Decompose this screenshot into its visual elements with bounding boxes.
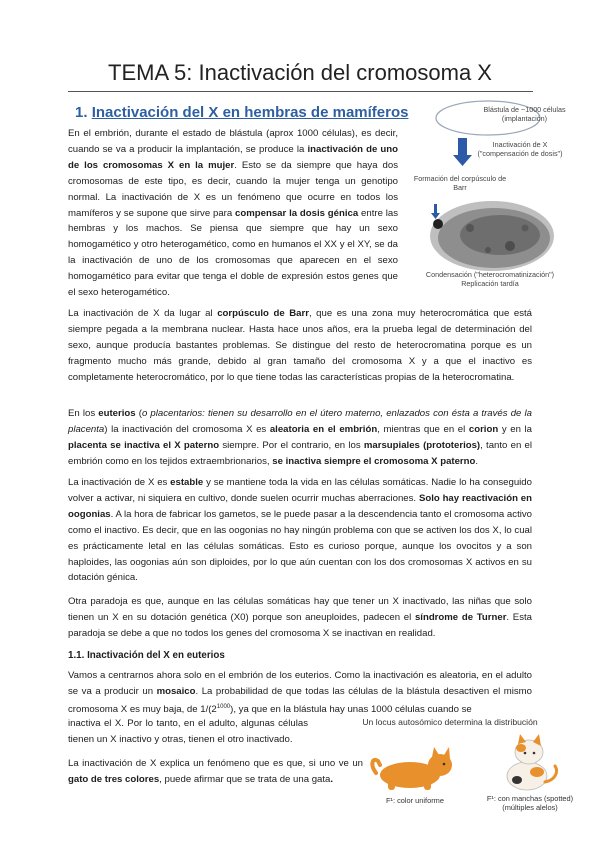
section-title: Inactivación del X en hembras de mamíferos	[91, 104, 409, 121]
paragraph-calico: La inactivación de X explica un fenómeno que es que, si uno ve un gato de tres colores, puede afirmar que se trata de una gata.	[68, 758, 363, 785]
paragraph-euterios: En los euterios (o placentarios: tienen su desarrollo en el útero materno, enlazados con ésta a través de la placenta) la inactivación del cromosoma X es aleatoria en el embrión, mientras que en el corion y en la placenta se inactiva el X paterno siempre. Por el contrario, en los marsupiales (prototerios), tanto en el embrión como en los tejidos extraembrionarios, se inactiva siempre el cromosoma X paterno.	[68, 408, 532, 467]
section-heading	[75, 104, 408, 121]
diagram-condensation-label: Condensación ("heterocromatinización") Replicación tardía	[425, 270, 555, 288]
subsection-heading: 1.1. Inactivación del X en euterios	[68, 650, 225, 661]
title-divider	[68, 91, 533, 92]
right-cat-caption: F¹: con manchas (spotted) (múltiples alelos)	[486, 794, 574, 812]
diagram-inactivation-label: Inactivación de X ("compensación de dosis")	[477, 140, 563, 158]
paragraph-mosaic: Vamos a centrarnos ahora solo en el embrión de los euterios. Como la inactivación es aleatoria, en el adulto se va a producir un mosaico. La probabilidad de que todas las células de la blástula desactiven el mismo cromosoma X es muy baja, de $1/(2^{1000})$, ya que en la blástula hay unas 1000 células cuando se	[68, 670, 532, 715]
paragraph-barr-body: La inactivación de X da lugar al corpúsculo de Barr, que es una zona muy heterocromática que está siempre pegada a la membrana nuclear. Hasta hace unos años, era la prueba legal de determinación del sexo, aunque producía bastantes problemas. Se distingue del resto de heterocromatina porque es un fragmento mucho más grande, debido al gran tamaño del cromosoma X y a que el inactivo es completamente heterocromático, por lo que tiene todas las características propias de la heterocromatina.	[68, 308, 533, 383]
page-title: TEMA 5: Inactivación del cromosoma X	[108, 60, 492, 85]
diagram-graphic	[410, 100, 570, 290]
paragraph-stability: La inactivación de X es estable y se mantiene toda la vida en las células somáticas. Nadie lo ha conseguido volver a activar, ni siquiera en cultivo, donde suelen ocurrir muchas aberraciones. Solo hay reactivación en oogonias. A la hora de fabricar los gametos, se le puede pasar a la descendencia tanto el cromosoma activo como el inactivo. Es decir, que en las oogonias no hay ningún problema con que se activen los dos X, lo cual es prácticamente letal en las células somáticas. Esto es curioso porque, aunque los ovocitos y a son haploides, las oogonias aún son diploides, por lo que aún cuentan con los dos cromosomas X activos en su dotación génica.	[68, 477, 532, 584]
cats-figure-title: Un locus autosómico determina la distribución	[362, 717, 538, 727]
paragraph-mosaic-continued: inactiva el X. Por lo tanto, en el adulto, algunas células tienen un X inactivo y otras, tienen el otro inactivado.	[68, 718, 308, 745]
orange-cat-illustration	[368, 735, 458, 793]
x-inactivation-diagram	[410, 100, 570, 290]
diagram-blastula-label: Blástula de ~1000 células (implantación)	[483, 105, 566, 123]
spotted-cat-illustration	[495, 732, 565, 794]
paragraph-embryo: En el embrión, durante el estado de blástula (aprox 1000 células), es decir, cuando se va a producir la implantación, se produce la inactivación de uno de los cromosomas X en la mujer. Esto se da siempre que haya dos cromosomas de este tipo, es decir, cuando la mujer tenga un genotipo normal. La inactivación de X es un fenómeno que ocurre en todos los mamíferos y se supone que sirve para compensar la dosis génica entre las hembras y los machos. Se piensa que siempre que hay un sexo homogamético y otro heterogamético, como en humanos el XX y el XY, se da la inactivación de uno de los cromosomas que aparecen en el sexo homogamético para evitar que tenga el doble de expresión estos genes que el sexo heterogamético.	[68, 128, 399, 299]
paragraph-turner: Otra paradoja es que, aunque en las células somáticas hay que tener un X inactivado, las niñas que solo tienen un X en su dotación genética (X0) porque son aneuploides, padecen el síndrome de Turner. Esta paradoja se debe a que no todos los genes del cromosoma X se inactivan en realidad.	[68, 596, 532, 639]
diagram-barr-label: Formación del corpúsculo de Barr	[413, 174, 507, 192]
left-cat-caption: F¹: color uniforme	[386, 796, 444, 805]
section-number: 1.	[75, 104, 88, 121]
